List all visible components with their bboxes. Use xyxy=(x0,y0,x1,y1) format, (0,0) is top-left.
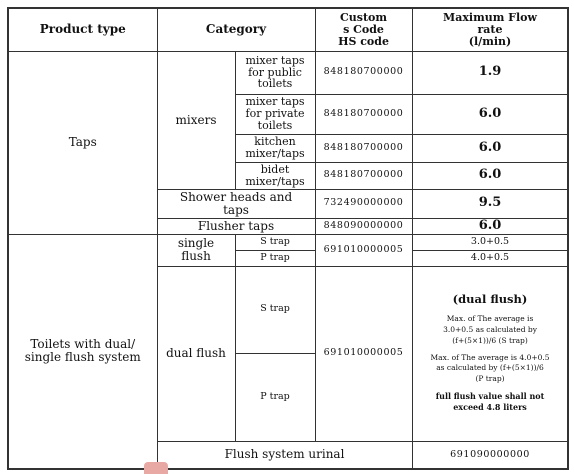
flow-rate-cell: 1.9 xyxy=(412,51,568,94)
subcategory-line: for private xyxy=(245,107,305,121)
hs-code-cell: 691090000000 xyxy=(412,441,568,469)
hs-code-cell: 732490000000 xyxy=(315,189,412,218)
note-line: (P trap) xyxy=(475,374,505,384)
subcategory-line: toilets xyxy=(257,118,293,132)
category-line: flush xyxy=(181,249,211,263)
dual-flush-title: (dual flush) xyxy=(452,292,528,307)
category-single-flush xyxy=(157,234,235,266)
header-hs-code xyxy=(315,8,412,51)
dual-s-trap: S trap xyxy=(235,266,315,353)
note-full-flush xyxy=(415,391,566,413)
dual-p-trap: P trap xyxy=(235,353,315,441)
category-line: single xyxy=(177,236,215,251)
subcategory-line: toilets xyxy=(257,77,293,91)
flow-rate-table xyxy=(7,7,569,470)
header-product-type: Product type xyxy=(8,8,157,51)
note-line: (f+(5×1))/6 (S trap) xyxy=(452,335,528,345)
flow-rate-cell: 6.0 xyxy=(412,134,568,162)
category-line: taps xyxy=(223,202,249,217)
header-flow-rate xyxy=(412,8,568,51)
note-line: exceed 4.8 liters xyxy=(453,402,527,413)
subcategory-public xyxy=(235,51,315,94)
note-line: as calculated by (f+(5×1))/6 xyxy=(436,363,544,373)
subcategory-private xyxy=(235,94,315,134)
note-line: Max. of The average is xyxy=(446,313,534,323)
header-row xyxy=(8,8,568,51)
category-mixers: mixers xyxy=(157,51,235,189)
category-shower-heads xyxy=(157,189,315,218)
hs-code-cell: 848180700000 xyxy=(315,162,412,189)
product-urinal: Flush system urinal xyxy=(157,441,412,469)
category-flusher-taps: Flusher taps xyxy=(157,218,315,234)
header-flow-line3: (l/min) xyxy=(468,34,512,48)
subcategory-line: for public xyxy=(248,65,302,79)
subcategory-line: mixer/taps xyxy=(245,147,305,160)
header-hs-code-line2: s Code xyxy=(343,22,384,36)
flow-rate-cell: 6.0 xyxy=(412,162,568,189)
single-s-trap: S trap xyxy=(235,234,315,250)
hs-code-cell: 848180700000 xyxy=(315,51,412,94)
single-p-trap: P trap xyxy=(235,250,315,266)
product-taps: Taps xyxy=(8,51,157,234)
hs-code-cell: 848090000000 xyxy=(315,218,412,234)
header-flow-line2: rate xyxy=(477,22,503,36)
subcategory-line: mixer/taps xyxy=(245,174,305,188)
flow-rate-cell: 6.0 xyxy=(412,94,568,134)
subcategory-kitchen xyxy=(235,134,315,162)
hs-code-cell: 848180700000 xyxy=(315,94,412,134)
note-s-trap xyxy=(415,314,566,347)
hs-code-cell: 691010000005 xyxy=(315,234,412,266)
category-line: Shower heads and xyxy=(179,189,293,204)
dual-flush-notes xyxy=(412,266,568,441)
flow-rate-cell: 6.0 xyxy=(412,218,568,234)
header-flow-line1: Maximum Flow xyxy=(443,10,537,24)
note-p-trap xyxy=(415,353,566,386)
header-hs-code-line3: HS code xyxy=(338,34,389,48)
table-row xyxy=(8,51,568,94)
single-p-trap-rate: 4.0+0.5 xyxy=(412,250,568,266)
table-row xyxy=(8,234,568,250)
header-category: Category xyxy=(157,8,315,51)
subcategory-line: mixer taps xyxy=(245,95,305,109)
header-hs-code-line1: Custom xyxy=(340,10,388,24)
product-line: single flush system xyxy=(24,350,141,365)
subcategory-line: mixer taps xyxy=(245,53,305,67)
single-s-trap-rate: 3.0+0.5 xyxy=(412,234,568,250)
note-line: Max. of The average is 4.0+0.5 xyxy=(430,352,550,362)
note-line: full flush value shall not xyxy=(435,391,545,402)
subcategory-line: kitchen xyxy=(254,135,296,149)
product-toilets xyxy=(8,234,157,469)
product-line: Toilets with dual/ xyxy=(30,337,136,352)
hs-code-cell: 848180700000 xyxy=(315,134,412,162)
subcategory-line: bidet xyxy=(260,162,290,176)
note-line: 3.0+0.5 as calculated by xyxy=(443,324,537,334)
watermark-logo xyxy=(144,462,168,474)
flow-rate-cell: 9.5 xyxy=(412,189,568,218)
category-dual-flush: dual flush xyxy=(157,266,235,441)
subcategory-bidet xyxy=(235,162,315,189)
hs-code-cell: 691010000005 xyxy=(315,266,412,441)
